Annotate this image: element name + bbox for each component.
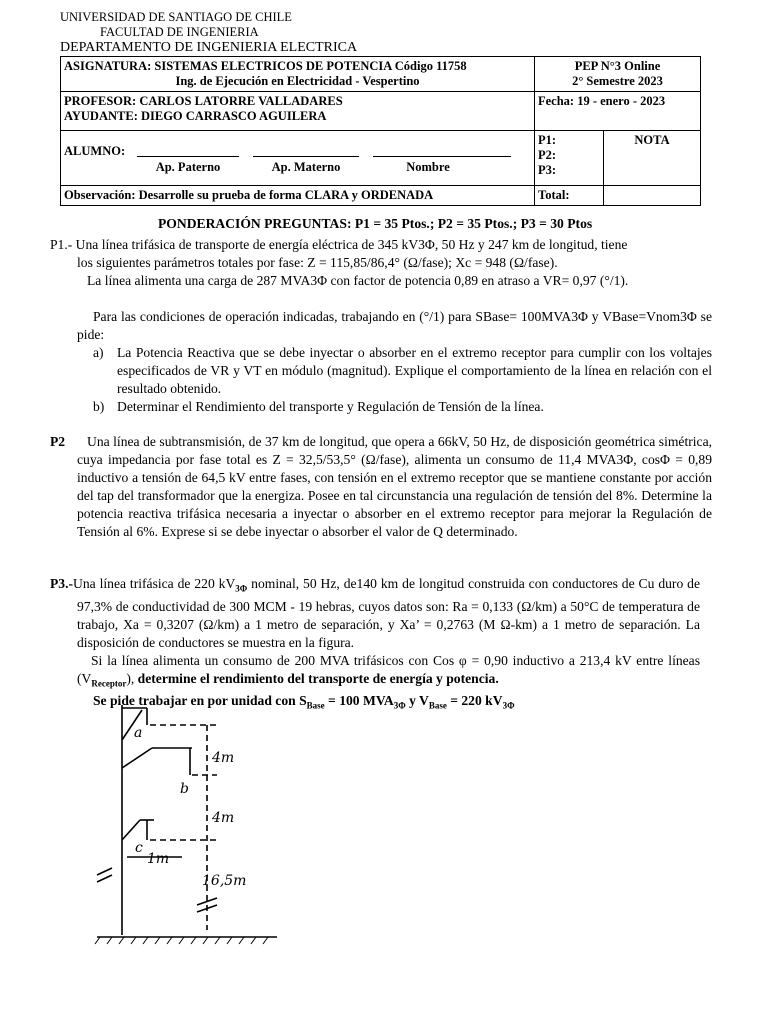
university-name: UNIVERSIDAD DE SANTIAGO DE CHILE (60, 10, 292, 24)
label-c: c (135, 840, 143, 856)
staff-cell (61, 92, 535, 131)
question-p3: P3.-Una línea trifásica de 220 $kV_{3\Phi}$ nominal, 50 Hz, de140 km de longitud construida con conductores de Cu duro de 97,3% de conductividad de 300 MCM - 19 hebras, cuyos datos son: Ra = 0,133 (Ω/km) a 50°C de temperatura de trabajo, Xa = 0,3207 (Ω/km) a 1 metro de separación, y Xa’ = 0,2763 (M Ω-km) a 1 metro de separación. La disposición de conductores se muestra en la figura. Si la línea alimenta un consumo de 200 MVA trifásicos con Cos φ = 0,90 inductivo a 213,4 kV entre líneas $(V_{Receptor})$, determine el rendimiento del transporte de energía y potencia. Se pide trabajar en por unidad con $S_{Base} = 100$ $MVA_{3\Phi}$ y $V_{Base} = 220$ $kV_{3\Phi}$ (50, 576, 700, 712)
label-4m-mid: 4m (212, 810, 235, 826)
program: Ing. de Ejecución en Electricidad - Vespertino (175, 74, 420, 88)
crossarm-b (122, 748, 152, 768)
p2-label: P2 (50, 434, 66, 449)
nombre-line[interactable] (373, 144, 511, 157)
subject: ASIGNATURA: SISTEMAS ELECTRICOS DE POTENCIA Código 11758 (64, 59, 467, 73)
semester: 2° Semestre 2023 (572, 74, 663, 88)
score-cell (535, 131, 604, 186)
paterno-line[interactable] (137, 144, 239, 157)
p3-label: P3.- (50, 576, 74, 591)
total-value[interactable] (604, 186, 701, 206)
observation: Observación: Desarrolle su prueba de forma CLARA y ORDENADA (61, 186, 535, 206)
date: Fecha: 19 - enero - 2023 (535, 92, 701, 131)
conductor-figure (92, 700, 282, 945)
crossarm-c (122, 820, 140, 840)
grade-cell: NOTA (604, 131, 701, 186)
paterno-label: Ap. Paterno (155, 160, 221, 174)
score-p2: P2: (538, 148, 557, 162)
question-p2 (50, 433, 712, 541)
ground-hatch (95, 937, 268, 944)
nombre-label: Nombre (406, 160, 450, 174)
exam-info-table (60, 56, 701, 206)
student-label: ALUMNO: (64, 144, 126, 158)
score-p3: P3: (538, 163, 557, 177)
student-cell (61, 131, 535, 186)
total-label: Total: (535, 186, 604, 206)
exam-cell (535, 57, 701, 92)
p1-item-b: b) Determinar el Rendimiento del transporte y Regulación de Tensión de la línea. (93, 399, 544, 414)
materno-label: Ap. Materno (271, 160, 341, 174)
p1-line1: P1.- Una línea trifásica de transporte de energía eléctrica de 345 kV3Φ, 50 Hz y 247 km de longitud, tiene (50, 237, 628, 252)
p1-line2: los siguientes parámetros totales por fase: Z = 115,85/86,4° (Ω/fase); Xc = 948 (Ω/fase). (77, 255, 558, 270)
p1-item-a: a) La Potencia Reactiva que se debe inyectar o absorber en el extremo receptor para cumplir con los voltajes especificados de VR y VT en módulo (magnitud). Explique el comportamiento de la línea en relación con el resultado obtenido. (93, 345, 712, 396)
assistant: AYUDANTE: DIEGO CARRASCO AGUILERA (64, 109, 327, 123)
department-name: DEPARTAMENTO DE INGENIERIA ELECTRICA (60, 40, 358, 55)
professor: PROFESOR: CARLOS LATORRE VALLADARES (64, 94, 343, 108)
label-b: b (180, 781, 189, 797)
p1-intro: Para las condiciones de operación indicadas, trabajando en (°/1) para SBase= 100MVA3Φ y VBase=Vnom3Φ se pide: (77, 309, 712, 342)
question-p1 (50, 236, 712, 416)
weighting: PONDERACIÓN PREGUNTAS: P1 = 35 Ptos.; P2 = 35 Ptos.; P3 = 30 Ptos (158, 216, 593, 231)
faculty-name: FACULTAD DE INGENIERIA (100, 25, 259, 39)
p1-line3: La línea alimenta una carga de 287 MVA3Φ con factor de potencia 0,89 en atraso a VR= 0,97 (°/1). (87, 273, 629, 288)
p2-text: Una línea de subtransmisión, de 37 km de longitud, que opera a 66kV, 50 Hz, de disposición geométrica simétrica, cuya impedancia por fase total es Z = 32,5/53,5° (Ω/fase), alimenta un consumo de 11,4 MVA3Φ, cosΦ = 0,89 inductivo a tensión de 64,5 kV entre fases, con tensión en el extremo receptor que se mantiene constante por acción del tap del transformador que la energiza. Posee en tal circunstancia una regulación de tensión del 8%. Determine la potencia reactiva trifásica necesaria a inyectar o absorber en el extremo receptor para mejorar la Regulación de Tensión al 6%. Exprese si se debe inyectar o absorber el valor de Q determinado. (77, 434, 712, 539)
label-a: a (134, 725, 143, 741)
subject-cell (61, 57, 535, 92)
label-16-5m: 16,5m (202, 873, 247, 889)
score-p1: P1: (538, 133, 557, 147)
materno-line[interactable] (253, 144, 359, 157)
label-4m-top: 4m (212, 750, 235, 766)
exam-name: PEP N°3 Online (574, 59, 661, 73)
label-1m: 1m (147, 851, 170, 867)
